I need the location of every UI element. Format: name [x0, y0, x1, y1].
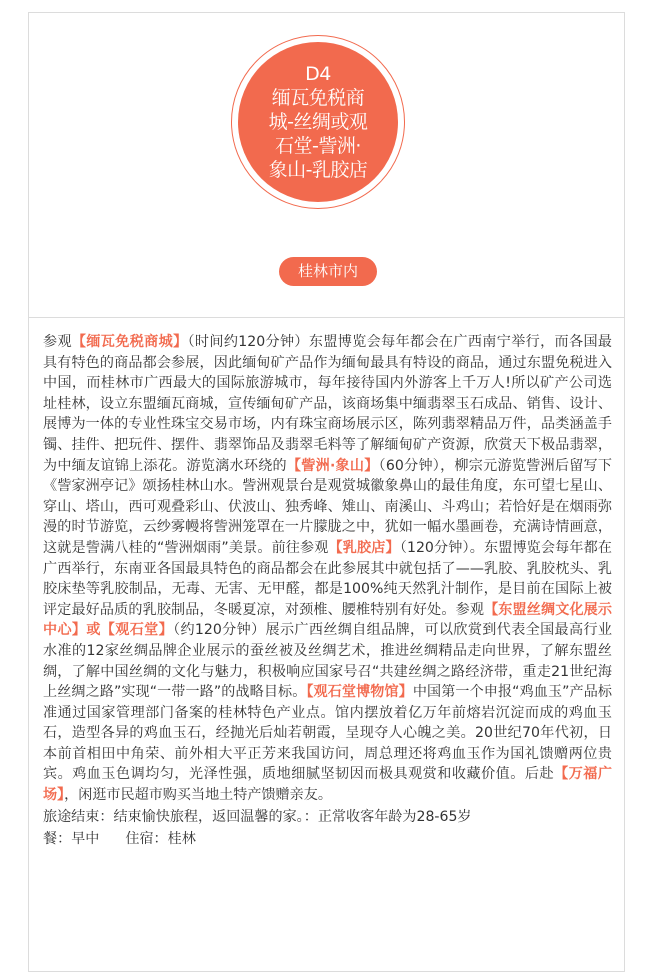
description-text: （时间约120分钟）东盟博览会每年都会在广西南宁举行，而各国最具有特色的商品都会参展，因此缅甸矿产品作为缅甸最具有特设的商品，通过东盟免税进入中国，而桂林市广西最大的国际旅游城市，每年接待国内外游客上千万人!所以矿产公司选址桂林，设立东盟缅瓦商城，宣传缅甸矿产品，该商场集中缅翡翠玉石成品、销售、设计、展博为一体的专业性珠宝交易市场，内有珠宝商场展示区，陈列翡翠精品万件，品类涵盖手镯、挂件、把玩件、摆件、翡翠饰品及翡翠毛料等了解缅甸矿产资源，欣赏天下极品翡翠，为中缅友谊锦上添花。游览漓水环绕的 [43, 334, 612, 474]
meals-label: 餐： [43, 830, 72, 847]
description-text: （约120分钟）展示广西丝绸自组品牌，可以欣赏到代表全国最高行业水准的12家丝绸品牌企业展示的蚕丝被及丝绸艺术，推进丝绸精品走向世界，了解东盟丝绸，了解中国丝绸的文化与魅力，积极响应国家号召“共建丝绸之路经济带，重走21世纪海上丝绸之路”实现“一带一路”的战略目标。 [43, 622, 612, 701]
highlight-place-name: 【观石堂博物馆】 [306, 684, 413, 701]
title-circle [238, 42, 398, 202]
meals-stay-line [43, 828, 612, 850]
description-text: （60分钟），柳宗元游览訾洲后留写下《訾家洲亭记》颂扬桂林山水。訾洲观景台是观赏城徽象鼻山的最佳角度，东可望七星山、穿山、塔山，西可观叠彩山、伏波山、独秀峰、雉山、南溪山、斗鸡山；若恰好是在烟雨弥漫的时节游览，云纱雾幔将訾洲笼罩在一片朦胧之中，犹如一幅水墨画卷，充满诗情画意，这就是訾满八桂的“訾洲烟雨”美景。前往参观 [43, 457, 612, 556]
description-text: ，闲逛市民超市购买当地土特产馈赠亲友。 [64, 787, 332, 804]
title-line-2: 城-丝绸或观 [268, 111, 368, 133]
highlight-place-name: 【乳胶店】 [328, 539, 400, 556]
ending-line: 旅途结束：结束愉快旅程，返回温馨的家。：正常收客年龄为28-65岁 [43, 808, 472, 825]
description-text: （120分钟）。东盟博览会每年都在广西举行，东南亚各国最具特色的商品都会在此参展其中就包括了——乳胶、乳胶枕头、乳胶床垫等乳胶制品，无毒、无害、无甲醛，都是100%纯天然乳汁制作，是目前在国际上被评定最好品质的乳胶制品，冬暖夏凉，对颈椎、腰椎特别有好处。参观 [43, 539, 612, 618]
highlight-place-name: 【訾洲·象山】 [286, 457, 379, 474]
day-header [29, 13, 624, 318]
location-badge: 桂林市内 [279, 257, 377, 286]
itinerary-description [43, 332, 612, 806]
itinerary-card [28, 12, 625, 972]
stay-value: 桂林 [167, 830, 196, 847]
description-text: 中国第一个申报“鸡血玉”产品标准通过国家管理部门备案的桂林特色产业点。馆内摆放着亿万年前熔岩沉淀而成的鸡血玉石，造型各异的鸡血玉石，经抛光后灿若朝霞，呈现夺人心魄之美。20世纪70年代初，日本前首相田中角荣、前外相大平正芳来我国访问，周总理还将鸡血玉作为国礼馈赠两位贵宾。鸡血玉色调均匀，光泽性强，质地细腻坚韧因而极具观赏和收藏价值。后赴 [43, 684, 613, 783]
title-line-4: 象山-乳胶店 [268, 159, 368, 181]
day-label: D4 [305, 63, 331, 85]
title-circle-ring [231, 35, 405, 209]
description-text: 参观 [43, 334, 72, 350]
stay-label: 住宿： [125, 830, 168, 847]
title-line-1: 缅瓦免税商 [271, 87, 365, 109]
highlight-place-name: 【东盟丝绸文化展示中心】或【观石堂】 [43, 601, 612, 639]
highlight-place-name: 【万福广场】 [43, 766, 612, 804]
title-line-3: 石堂-訾洲· [275, 135, 361, 157]
highlight-place-name: 【缅瓦免税商城】 [71, 334, 188, 350]
meals-value: 早中 [71, 830, 100, 847]
itinerary-content [29, 318, 624, 850]
